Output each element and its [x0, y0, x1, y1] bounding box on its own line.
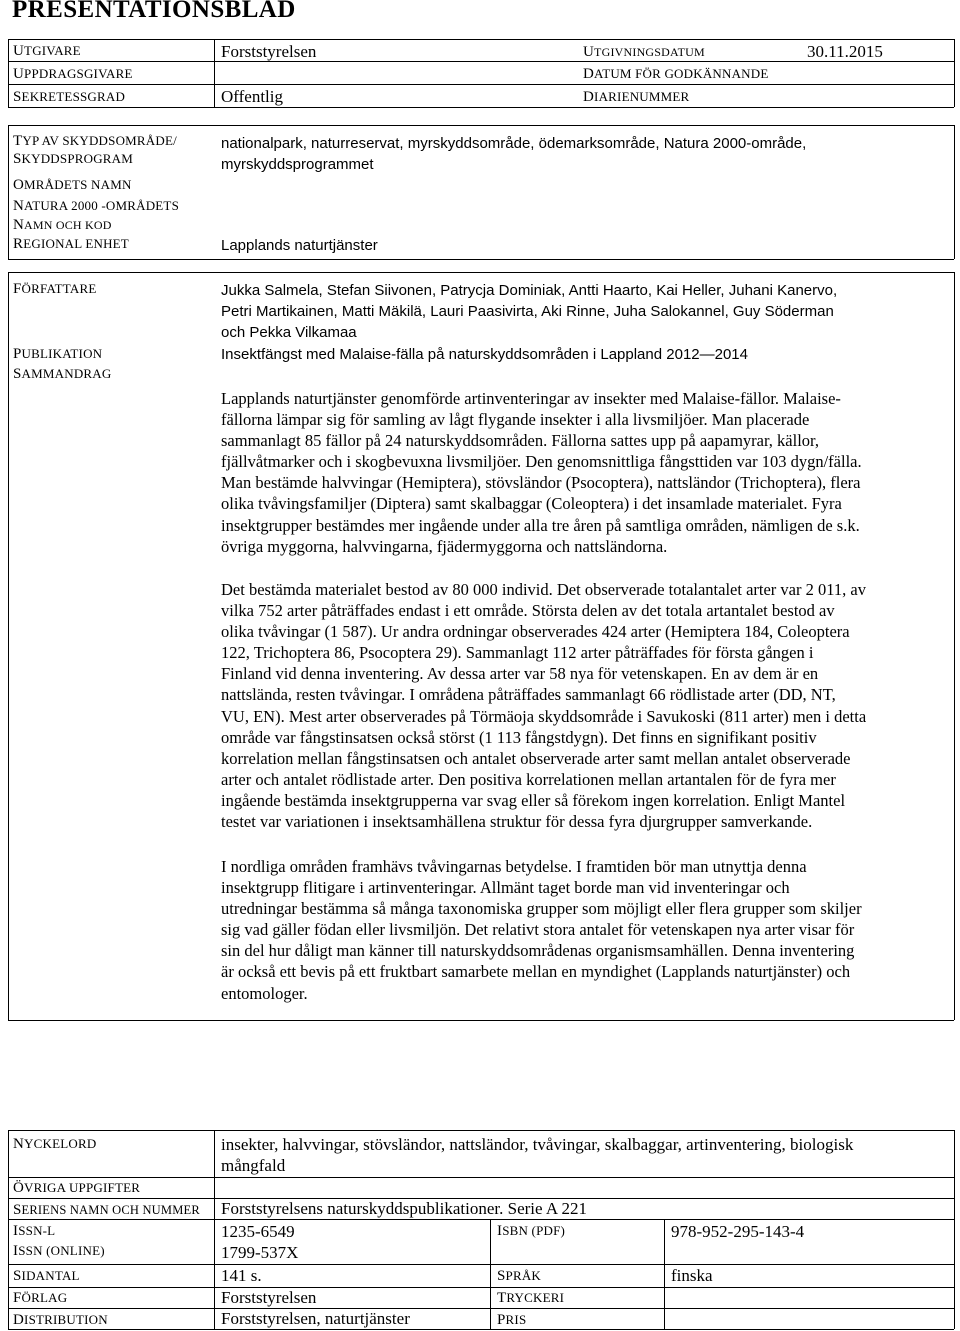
summary-line: entomologer.: [221, 983, 308, 1003]
summary-line: arter och antalet rödlistade arter. Den positiva korrelationen mellan artantalen för de fyra mer: [221, 769, 836, 789]
area-top-rule: [8, 125, 954, 126]
footer-rule: [8, 1287, 954, 1288]
footer-col-divider: [214, 1130, 215, 1329]
footer-rule: [8, 1264, 954, 1265]
tryckeri-label: TRYCKERI: [497, 1290, 565, 1306]
sidantal-value: 141 s.: [221, 1266, 262, 1285]
utgivare-label: UTGIVARE: [13, 43, 81, 59]
footer-left-border: [8, 1130, 9, 1329]
report-bottom-rule: [8, 1020, 954, 1021]
summary-line: olika tvåvingar (1 587). Ur andra ordningar observerades 424 arter (Hemiptera 184, Coleoptera: [221, 622, 850, 642]
uppdragsgivare-label: UPPDRAGSGIVARE: [13, 66, 133, 82]
natura-label: NATURA 2000 -OMRÅDETS: [13, 198, 180, 214]
summary-line: sammanlagt 85 fällor på 24 naturskyddsområden. Fällorna sattes upp på aapamyrar, källor,: [221, 431, 820, 451]
summary-line: är också ett bevis på ett fruktbart samarbete mellan en myndighet (Lapplands naturtjänster) och: [221, 962, 851, 982]
footer-col-divider: [664, 1219, 665, 1329]
footer-right-border: [954, 1130, 955, 1329]
area-left-border: [8, 125, 9, 259]
datum-godkannande-label: DATUM FÖR GODKÄNNANDE: [583, 66, 769, 82]
summary-line: utredningar bestämma så många taxonomiska grupper som möjligt eller flera grupper som skiljer: [221, 899, 862, 919]
forlag-value: Forststyrelsen: [221, 1288, 317, 1307]
summary-line: Man bestämde halvvingar (Hemiptera), stövsländor (Psocoptera), nattsländor (Trichoptera), flera: [221, 473, 861, 493]
header-left-border: [8, 39, 9, 107]
summary-line: insektgrupper bestämdes mer ingående under alla tre åren på samtliga områden, nämligen de s.k.: [221, 515, 860, 535]
forfattare-line: Jukka Salmela, Stefan Siivonen, Patrycja Dominiak, Antti Haarto, Kai Heller, Juhani Kanervo,: [221, 282, 838, 299]
typ-label-cont: SKYDDSPROGRAM: [13, 151, 134, 167]
summary-paragraph-2: [221, 579, 949, 832]
regional-label: REGIONAL ENHET: [13, 236, 129, 252]
summary-line: korrelation mellan fångstinsatsen och antalet observerade arter samt mellan antalet observerade: [221, 748, 851, 768]
summary-paragraph-1: [221, 388, 949, 557]
header-rule: [8, 107, 954, 108]
report-left-border: [8, 272, 9, 1020]
summary-line: sin del hur dåligt man känner till naturskyddsområdenas organismsamhällen. Denna inventering: [221, 941, 855, 961]
sprak-value: finska: [671, 1266, 713, 1285]
sidantal-label: SIDANTAL: [13, 1268, 80, 1284]
report-top-rule: [8, 272, 954, 273]
issn-online-label: ISSN (ONLINE): [13, 1243, 105, 1259]
summary-paragraph-3: [221, 856, 949, 1004]
omradets-namn-label: OMRÅDETS NAMN: [13, 177, 132, 193]
sekretessgrad-value: Offentlig: [221, 87, 284, 106]
nyckelord-label: NYCKELORD: [13, 1136, 97, 1152]
area-bottom-rule: [8, 259, 954, 260]
forfattare-line: Petri Martikainen, Matti Mäkilä, Lauri Paasivirta, Aki Rinne, Juha Salokannel, Guy Söderman: [221, 303, 834, 320]
summary-line: nattsländа, resten tvåvingar. I områdena påträffades sammanlagt 66 rödlistade arter (DD, NT,: [221, 685, 836, 705]
footer-rule: [8, 1177, 954, 1178]
sprak-label: SPRÅK: [497, 1268, 542, 1284]
utgivare-value: Forststyrelsen: [221, 42, 317, 61]
pris-label: PRIS: [497, 1312, 527, 1328]
summary-line: övriga myggorna, halvvingarna, fjädermyggorna och nattsländorna.: [221, 536, 668, 556]
summary-line: insektgrupp flitigare i artinventeringar. Allmänt taget borde man vid inventeringar och: [221, 878, 790, 898]
publikation-label: PUBLIKATION: [13, 346, 103, 362]
summary-line: testet var variationen i insektsamhällena struktur för dessa fyra djurgrupper samverkande.: [221, 812, 813, 832]
page-title: PRESENTATIONSBLAD: [12, 0, 296, 23]
footer-bottom-rule: [8, 1329, 954, 1330]
distribution-label: DISTRIBUTION: [13, 1312, 108, 1328]
serie-value: Forststyrelsens naturskyddspublikationer. Serie A 221: [221, 1199, 587, 1218]
summary-line: VU, EN). Mest arter observerades på Törmäoja skyddsområde i Savukoski (811 arter) men i detta: [221, 706, 867, 726]
summary-line: ingående bestämda insektgrupperna var svag eller så förekom ingen korrelation. Enligt Mantel: [221, 790, 846, 810]
typ-label: TYP AV SKYDDSOMRÅDE/: [13, 133, 177, 149]
footer-rule: [8, 1308, 954, 1309]
footer-col-divider: [490, 1219, 491, 1329]
ovriga-uppgifter-label: ÖVRIGA UPPGIFTER: [13, 1180, 141, 1196]
summary-line: vilka 752 arter påträffades endast i ett område. Största delen av det totala artantalet bestod av: [221, 601, 835, 621]
summary-line: område var fångstinsatsen också störst (1 113 fångstdygn). Det finns en signifikant positiv: [221, 727, 817, 747]
isbn-value: 978-952-295-143-4: [671, 1222, 805, 1241]
serie-label: SERIENS NAMN OCH NUMMER: [13, 1202, 200, 1218]
report-right-border: [954, 272, 955, 1020]
summary-line: fällorna lämpar sig för samling av lågt flygande insekter i alla livsmiljöer. Man placerade: [221, 410, 810, 430]
footer-top-rule: [8, 1130, 954, 1131]
isbn-label: ISBN (PDF): [497, 1223, 566, 1239]
nyckelord-value-cont: mångfald: [221, 1156, 286, 1175]
typ-value-cont: myrskyddsprogrammet: [221, 156, 374, 173]
natura-label-cont: NAMN OCH KOD: [13, 217, 112, 233]
summary-line: sig vad gäller födan eller livsmiljön. Det relativt stora antalet för vetenskapen nya arter visar för: [221, 920, 855, 940]
typ-value: nationalpark, naturreservat, myrskyddsområde, ödemarksområde, Natura 2000-område,: [221, 135, 807, 152]
header-col-divider: [214, 39, 215, 107]
publikation-value: Insektfängst med Malaise-fälla på naturskyddsområden i Lappland 2012—2014: [221, 346, 748, 363]
header-top-rule: [8, 39, 954, 40]
issn-online-value: 1799-537X: [221, 1243, 299, 1262]
header-rule: [8, 84, 954, 85]
regional-value: Lapplands naturtjänster: [221, 237, 378, 254]
forlag-label: FÖRLAG: [13, 1290, 68, 1306]
forfattare-label: FÖRFATTARE: [13, 281, 97, 297]
issn-l-value: 1235-6549: [221, 1222, 295, 1241]
summary-line: olika tvåvingsfamiljer (Diptera) samt skalbaggar (Coleoptera) i det insamlade materialet. Fyra: [221, 494, 842, 514]
summary-line: 122, Trichoptera 86, Psocoptera 29). Sammanlagt 112 arter påträffades för första gången i: [221, 643, 814, 663]
utgivningsdatum-value: 30.11.2015: [807, 42, 883, 61]
summary-line: Lapplands naturtjänster genomförde artinventeringar av insekter med Malaise-fällor. Malaise-: [221, 389, 841, 408]
issn-l-label: ISSN-L: [13, 1223, 56, 1239]
summary-line: Det bestämda materialet bestod av 80 000 individ. Det observerade totalantalet arter var 2 011, av: [221, 580, 866, 599]
diarienummer-label: DIARIENUMMER: [583, 89, 690, 105]
sammandrag-label: SAMMANDRAG: [13, 366, 112, 382]
area-right-border: [954, 125, 955, 259]
distribution-value: Forststyrelsen, naturtjänster: [221, 1309, 410, 1328]
forfattare-line: och Pekka Vilkamaa: [221, 324, 357, 341]
header-right-border: [954, 39, 955, 107]
footer-rule: [8, 1219, 954, 1220]
nyckelord-value: insekter, halvvingar, stövsländor, nattsländor, tvåvingar, skalbaggar, artinventering, biologisk: [221, 1135, 854, 1154]
summary-line: fjällvåtmarker och i skogbevuxna livsmiljöer. Den genomsnittliga fångsttiden var 103 dygn/fälla.: [221, 452, 862, 472]
summary-line: I nordliga områden framhävs tvåvingarnas betydelse. I framtiden bör man utnyttja denna: [221, 857, 807, 876]
utgivningsdatum-label: UTGIVNINGSDATUM: [583, 44, 705, 60]
sekretessgrad-label: SEKRETESSGRAD: [13, 89, 126, 105]
summary-line: Finland vid denna inventering. Av dessa arter var 58 nya för vetenskapen. En av dem är en: [221, 664, 819, 684]
